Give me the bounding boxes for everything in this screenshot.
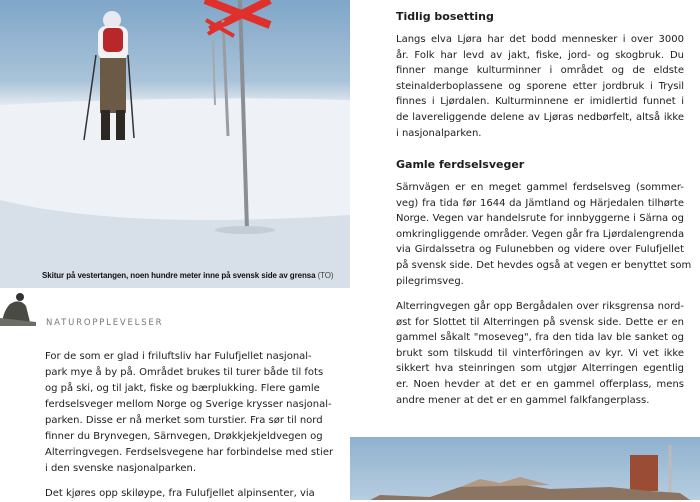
text-line: park mye å by på. Området brukes til turer både til fots	[45, 367, 324, 378]
text-line: øst for Slottet til Alterringen på svensk side. Dette er en	[396, 316, 684, 328]
text-line: steinalderboplassene og sporene etter jordbruk i Trysil	[396, 80, 684, 92]
text-line: veg) fra tida før 1644 da Jämtland og Härjedalen tilhørte	[396, 197, 684, 209]
text-line: finnes i Ljørdalen. Kulturminnene er imidlertid funnet i	[396, 96, 684, 108]
photo-credit: (TO)	[317, 271, 334, 280]
paragraph-tidlig-bosetting	[396, 32, 684, 141]
text-line: er. Noen hevder at det er en gammel offerplass, mens	[396, 378, 684, 390]
text-line: Det kjøres opp skiløype, fra Fulufjellet alpinsenter, via	[45, 488, 315, 499]
snow-landscape-illustration	[0, 0, 350, 288]
text-line: ferdselsveger mellom Norge og Sverige krysser nasjonal-	[45, 399, 332, 410]
text-line: andre mener at det er en gammel falkfangerplass.	[396, 394, 650, 406]
text-line: på svensk side. Det hevdes også at vegen er benyttet som	[396, 259, 692, 271]
text-line: Langs elva Ljøra har det bodd mennesker i over 3000	[396, 34, 684, 45]
text-line: og på ski, og til jakt, fiske og bærplukking. Flere gamle	[45, 383, 320, 394]
text-line: Alterringvegen. Ferdselsvegene har forbindelse med stier	[45, 447, 334, 458]
stone-ring-photo	[350, 437, 700, 500]
text-line: via Girdalssetra og Fulunebben og videre over Fulufjellet	[396, 244, 684, 256]
stone-ruin-illustration	[350, 437, 700, 500]
left-paragraph-1	[45, 349, 334, 477]
caption-text: Skitur på vestertangen, noen hundre meter inne på svensk side av grensa	[42, 271, 316, 280]
text-line: pilegrimsveg.	[396, 275, 464, 287]
text-line: finner mange kulturminner i området og de eldste	[396, 65, 684, 77]
text-line: parken. Disse er nå merket som turstier. Fra sør til nord	[45, 415, 323, 426]
text-line: finner du Brynvegen, Särnvegen, Drøkkjekjeldvegen og	[45, 431, 323, 442]
heading-tidlig-bosetting: Tidlig bosetting	[396, 10, 494, 23]
text-line: brukt som tilskudd til vinterfôringen av kyr. Vi vet ikke	[396, 347, 684, 359]
paragraph-alterringvegen	[396, 299, 684, 408]
text-line: år. Folk har levd av jakt, fiske, jord- og skogbruk. Du	[396, 49, 684, 61]
hiker-thumbnail	[0, 292, 36, 326]
text-line: Särnvägen er en meget gammel ferdselsveg (sommer-	[396, 182, 684, 193]
text-line: i den svenske nasjonalparken.	[45, 463, 197, 474]
text-line: i nasjonalparken.	[396, 127, 482, 139]
text-line: de lavereliggende delene av Ljøras nedbørfelt, altså ikke	[396, 111, 684, 123]
photo-caption	[42, 271, 348, 280]
text-line: Alterringvegen går opp Bergådalen over riksgrensa nord-	[396, 301, 684, 312]
ski-trip-photo	[0, 0, 350, 288]
heading-gamle-ferdselsveger: Gamle ferdselsveger	[396, 158, 525, 171]
section-label: NATUROPPLEVELSER	[46, 318, 164, 328]
paragraph-sarnvagen	[396, 180, 692, 289]
text-line: Norge. Vegen var handelsrute for innbyggerne i Särna og	[396, 213, 684, 225]
text-line: sikkert hva steinringen som utgjør Alterringen egentlig	[396, 363, 684, 375]
text-line: omkringliggende områder. Vegen går fra Ljørdalengrenda	[396, 228, 685, 240]
text-line: For de som er glad i friluftsliv har Fulufjellet nasjonal-	[45, 351, 312, 362]
text-line: gammel såkalt "moseveg", fra den tida lav ble sanket og	[396, 332, 684, 344]
